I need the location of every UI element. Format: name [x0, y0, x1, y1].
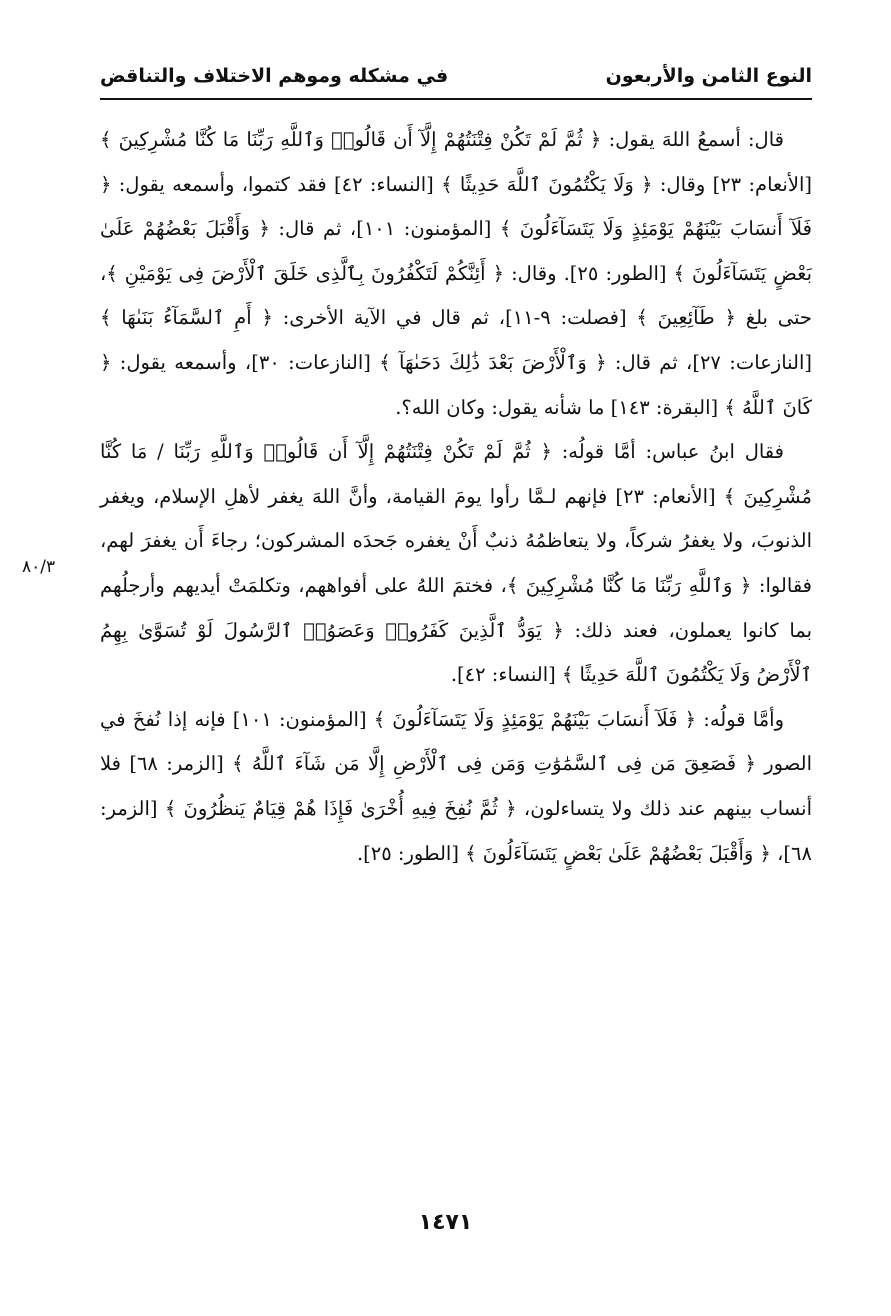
paragraph-3: وأمَّا قولُه: ﴿ فَلَآ أَنسَابَ بَيْنَهُمْ يَوْمَئِذٍ وَلَا يَتَسَآءَلُونَ ﴾ [المؤمنون: ١٠١] فإنه إذا نُفخَ في الصور ﴿ فَصَعِقَ مَن فِى ٱلسَّمَٰوَٰتِ وَمَن فِى ٱلْأَرْضِ إِلَّا مَن شَآءَ ٱللَّهُ ﴾ [الزمر: ٦٨] فلا أنساب بينهم عند ذلك ولا يتساءلون، ﴿ ثُمَّ نُفِخَ فِيهِ أُخْرَىٰ فَإِذَا هُمْ قِيَامٌ يَنظُرُونَ ﴾ [الزمر: ٦٨]، ﴿ وَأَقْبَلَ بَعْضُهُمْ عَلَىٰ بَعْضٍ يَتَسَآءَلُونَ ﴾ [الطور: ٢٥]. [100, 707, 813, 865]
running-header [100, 56, 812, 96]
chapter-title: النوع الثامن والأربعون [605, 65, 812, 87]
header-divider [100, 98, 812, 100]
paragraph-2: فقال ابنُ عباس: أمَّا قولُه: ﴿ ثُمَّ لَمْ تَكُنْ فِتْنَتُهُمْ إِلَّآ أَن قَالُوا۟ وَٱللَّهِ رَبِّنَا / مَا كُنَّا مُشْرِكِينَ ﴾ [الأنعام: ٢٣] فإنهم لـمَّا رأوا يومَ القيامة، وأنَّ اللهَ يغفر لأهلِ الإسلام، ويغفر الذنوبَ، ولا يغفرُ شركاً، ولا يتعاظمُهُ ذنبٌ أَنْ يغفره جَحدَه المشركون؛ رجاءَ أَن يغفرَ لهم، فقالوا: ﴿ وَٱللَّهِ رَبِّنَا مَا كُنَّا مُشْرِكِينَ ﴾، فختمَ اللهُ على أفواههم، وتكلمَتْ أيديهم وأرجلُهم بما كانوا يعملون، فعند ذلك: ﴿ يَوَدُّ ٱلَّذِينَ كَفَرُوا۟ وَعَصَوُا۟ ٱلرَّسُولَ لَوْ تُسَوَّىٰ بِهِمُ ٱلْأَرْضُ وَلَا يَكْتُمُونَ ٱللَّهَ حَدِيثًا ﴾ [النساء: ٤٢]. [100, 440, 812, 687]
paragraph-1: قال: أسمعُ اللهَ يقول: ﴿ ثُمَّ لَمْ تَكُنْ فِتْنَتُهُمْ إِلَّآ أَن قَالُوا۟ وَٱللَّهِ رَبِّنَا مَا كُنَّا مُشْرِكِينَ ﴾ [الأنعام: ٢٣] وقال: ﴿ وَلَا يَكْتُمُونَ ٱللَّهَ حَدِيثًا ﴾ [النساء: ٤٢] فقد كتموا، وأسمعه يقول: ﴿ فَلَآ أَنسَابَ بَيْنَهُمْ يَوْمَئِذٍ وَلَا يَتَسَآءَلُونَ ﴾ [المؤمنون: ١٠١]، ثم قال: ﴿ وَأَقْبَلَ بَعْضُهُمْ عَلَىٰ بَعْضٍ يَتَسَآءَلُونَ ﴾ [الطور: ٢٥]. وقال: ﴿ أَئِنَّكُمْ لَتَكْفُرُونَ بِٱلَّذِى خَلَقَ ٱلْأَرْضَ فِى يَوْمَيْنِ ﴾، حتى بلغ ﴿ طَآئِعِينَ ﴾ [فصلت: ٩-١١]، ثم قال في الآية الأخرى: ﴿ أَمِ ٱلسَّمَآءُ بَنَىٰهَا ﴾ [النازعات: ٢٧]، ثم قال: ﴿ وَٱلْأَرْضَ بَعْدَ ذَٰلِكَ دَحَىٰهَآ ﴾ [النازعات: ٣٠]، وأسمعه يقول: ﴿ كَانَ ٱللَّهُ ﴾ [البقرة: ١٤٣] ما شأنه يقول: وكان الله؟. [100, 128, 813, 419]
page-number: ١٤٧١ [418, 1210, 473, 1235]
section-title: في مشكله وموهم الاختلاف والتناقض [100, 65, 449, 87]
page-body [100, 118, 812, 876]
margin-reference: ٨٠/٣ [22, 557, 56, 577]
